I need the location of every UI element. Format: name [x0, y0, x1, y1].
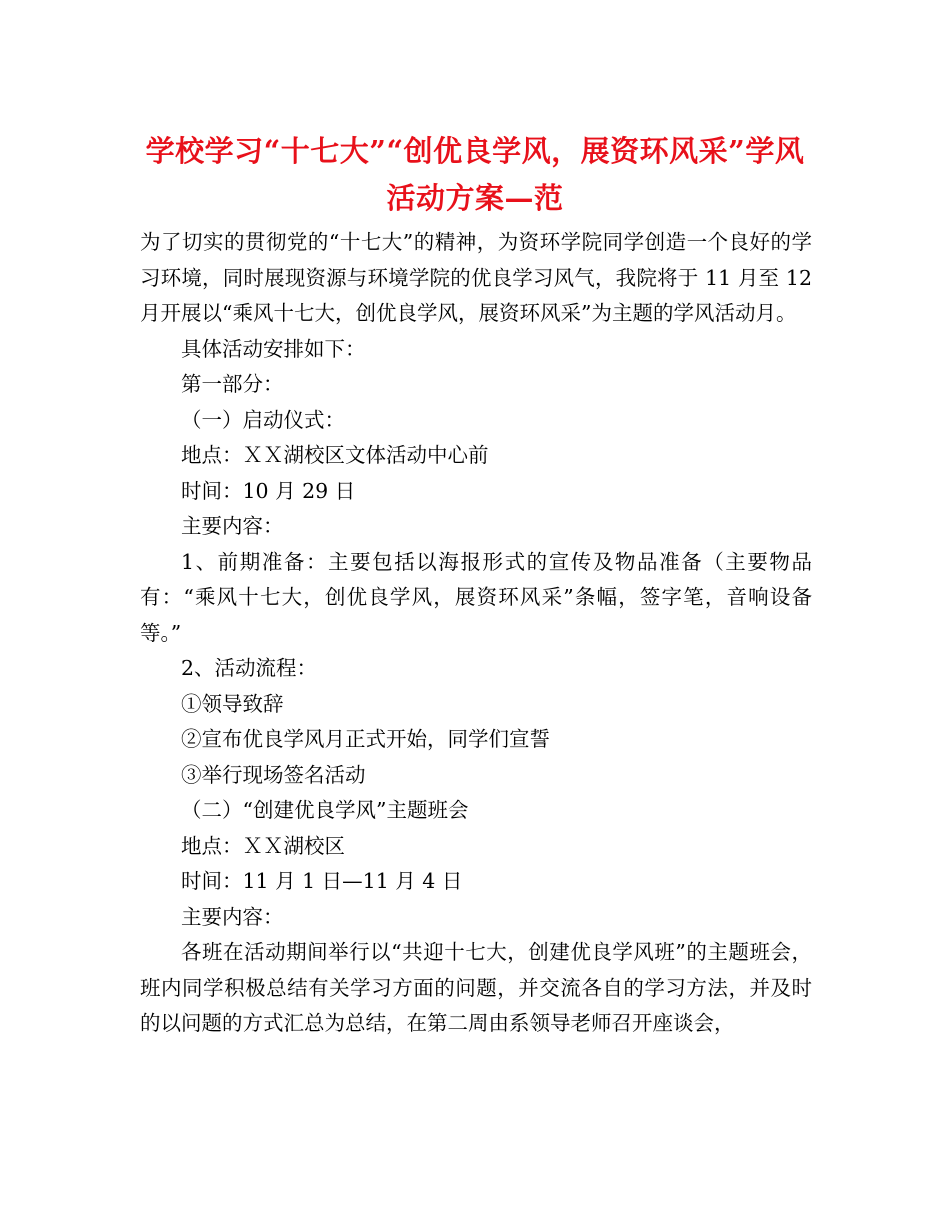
- paragraph-meeting-location: 地点：ＸＸ湖校区: [181, 833, 345, 858]
- document-body: [140, 225, 812, 1042]
- document-title-line1: 学校学习“十七大”“创优良学风，展资环风采”学风: [145, 134, 805, 168]
- paragraph-section-class-meeting: （二）“创建优良学风”主题班会: [181, 798, 469, 822]
- paragraph-meeting-content-heading: 主要内容：: [181, 904, 284, 929]
- paragraph-preparation: 1、前期准备：主要包括以海报形式的宣传及物品准备（主要物品有：“乘风十七大，创优良学风，展资环风采”条幅，签字笔，音响设备等。”: [140, 549, 812, 645]
- paragraph-schedule-heading: 具体活动安排如下：: [181, 336, 366, 361]
- paragraph-launch-time: 时间：10 月 29 日: [181, 478, 356, 503]
- paragraph-launch-content-heading: 主要内容：: [181, 514, 284, 538]
- paragraph-process-heading: 2、活动流程：: [181, 656, 318, 680]
- paragraph-meeting-time: 时间：11 月 1 日—11 月 4 日: [181, 869, 463, 893]
- document-title-line2: 活动方案—范: [386, 181, 564, 215]
- paragraph-part-one: 第一部分：: [181, 372, 284, 396]
- paragraph-intro: 为了切实的贯彻党的“十七大”的精神，为资环学院同学创造一个良好的学习环境，同时展现资源与环境学院的优良学习风气，我院将于 11 月至 12 月开展以“乘风十七大，创优良学风，展资环风采”为主题的学风活动月。: [140, 230, 812, 325]
- paragraph-process-step-2: ②宣布优良学风月正式开始，同学们宣誓: [181, 727, 550, 751]
- paragraph-meeting-content: 各班在活动期间举行以“共迎十七大，创建优良学风班”的主题班会，班内同学积极总结有关学习方面的问题，并交流各自的学习方法，并及时的以问题的方式汇总为总结，在第二周由系领导老师召开座谈会，: [140, 940, 812, 1035]
- paragraph-launch-location: 地点：ＸＸ湖校区文体活动中心前: [181, 443, 489, 467]
- paragraph-process-step-3: ③举行现场签名活动: [181, 762, 366, 787]
- paragraph-process-step-1: ①领导致辞: [181, 691, 284, 716]
- paragraph-section-launch: （一）启动仪式：: [181, 407, 345, 432]
